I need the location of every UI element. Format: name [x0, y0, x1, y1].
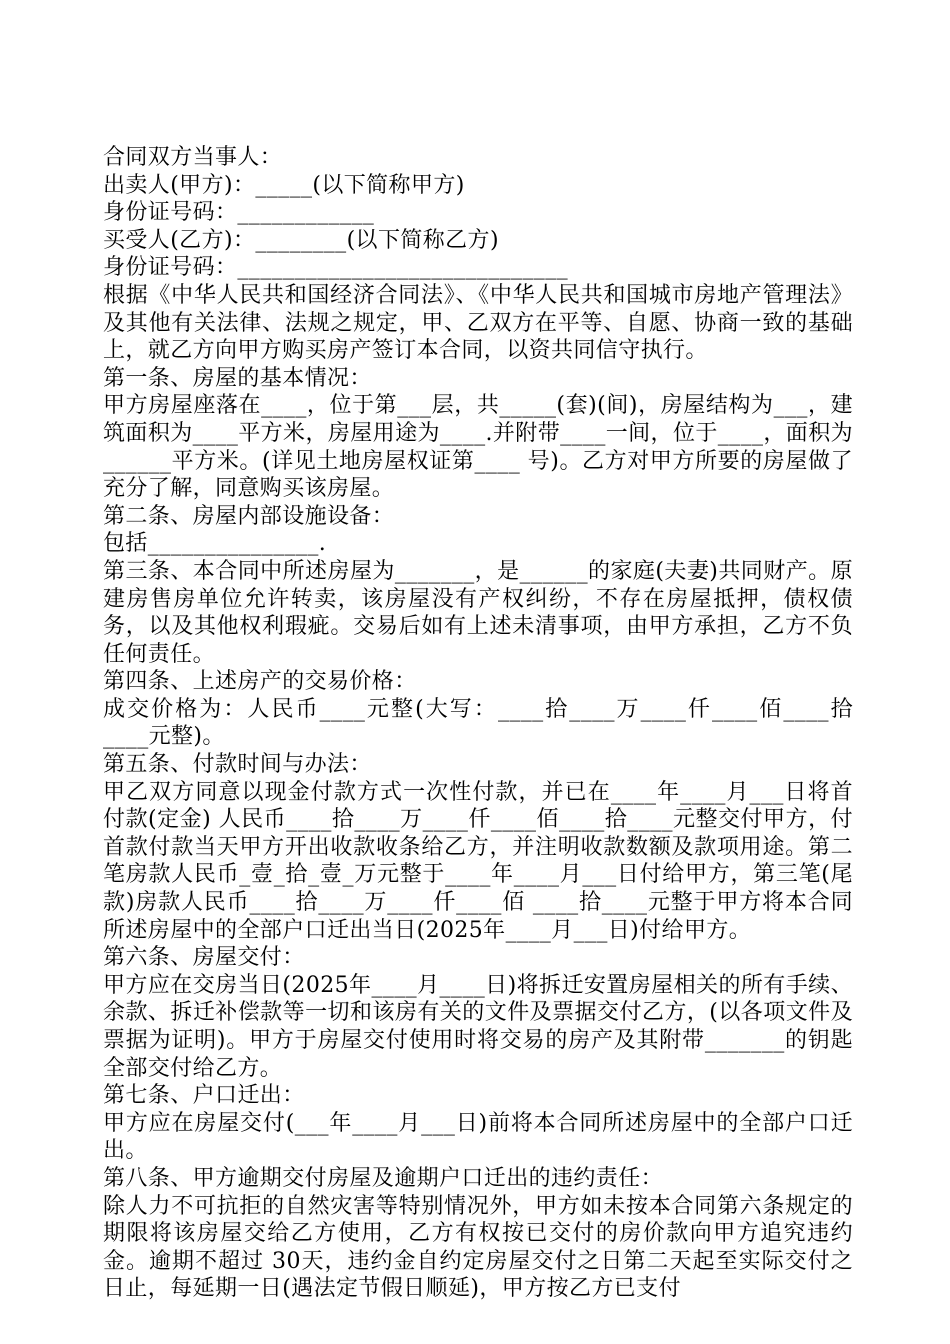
article-5-body: 甲乙双方同意以现金付款方式一次性付款，并已在____年____月___日将首付款(定金) 人民币____拾____万____仟____佰____拾____元整交付甲方，付首款付款当天甲方开出收款收条给乙方，并注明收款数额及款项用途。第二笔房款人民币_壹_拾_壹_万元整于____年____月___日付给甲方，第三笔(尾款)房款人民币____拾____万____仟____佰 ____拾____元整于甲方将本合同所述房屋中的全部户口迁出当日(2025年____月___日)付给甲方。 [103, 779, 853, 943]
buyer-line: 买受人(乙方)：________(以下简称乙方) [103, 227, 499, 253]
seller-line: 出卖人(甲方)：_____(以下简称甲方) [103, 172, 465, 198]
article-4-body: 成交价格为：人民币____元整(大写：____拾____万____仟____佰____拾____元整)。 [103, 696, 853, 750]
article-5-heading: 第五条、付款时间与办法： [103, 752, 372, 778]
article-2-body: 包括_______________. [103, 531, 327, 557]
article-6-body: 甲方应在交房当日(2025年____月____日)将拆迁安置房屋相关的所有手续、余款、拆迁补偿款等一切和该房有关的文件及票据交付乙方，(以各项文件及票据为证明)。甲方于房屋交付使用时将交易的房产及其附带_______的钥匙全部交付给乙方。 [103, 972, 853, 1081]
article-1-heading: 第一条、房屋的基本情况： [103, 365, 372, 391]
article-7-heading: 第七条、户口迁出： [103, 1083, 305, 1109]
contract-document [103, 144, 853, 1303]
article-3-body: 第三条、本合同中所述房屋为_______，是______的家庭(夫妻)共同财产。原建房售房单位允许转卖，该房屋没有产权纠纷，不存在房屋抵押，债权债务，以及其他权利瑕疵。交易后如有上述未清事项，由甲方承担，乙方不负任何责任。 [103, 558, 853, 667]
article-1-body: 甲方房屋座落在____，位于第___层，共_____(套)(间)，房屋结构为___，建筑面积为____平方米，房屋用途为____.并附带____一间，位于____，面积为______平方米。(详见土地房屋权证第____ 号)。乙方对甲方所要的房屋做了充分了解，同意购买该房屋。 [103, 393, 853, 502]
article-2-heading: 第二条、房屋内部设施设备： [103, 503, 395, 529]
seller-id-line: 身份证号码：____________ [103, 200, 375, 226]
article-4-heading: 第四条、上述房产的交易价格： [103, 669, 417, 695]
article-7-body: 甲方应在房屋交付(___年____月___日)前将本合同所述房屋中的全部户口迁出。 [103, 1110, 853, 1164]
article-8-body: 除人力不可抗拒的自然灾害等特别情况外，甲方如未按本合同第六条规定的期限将该房屋交给乙方使用，乙方有权按已交付的房价款向甲方追究违约金。逾期不超过 30天，违约金自约定房屋交付之日第二天起至实际交付之日止，每延期一日(遇法定节假日顺延)，甲方按乙方已支付 [103, 1193, 853, 1302]
preamble-paragraph: 根据《中华人民共和国经济合同法》、《中华人民共和国城市房地产管理法》及其他有关法律、法规之规定，甲、乙双方在平等、自愿、协商一致的基础上，就乙方向甲方购买房产签订本合同，以资共同信守执行。 [103, 282, 853, 364]
parties-heading: 合同双方当事人： [103, 145, 283, 170]
buyer-id-line: 身份证号码：_____________________________ [103, 255, 569, 281]
article-8-heading: 第八条、甲方逾期交付房屋及逾期户口迁出的违约责任： [103, 1165, 664, 1191]
article-6-heading: 第六条、房屋交付： [103, 945, 305, 971]
